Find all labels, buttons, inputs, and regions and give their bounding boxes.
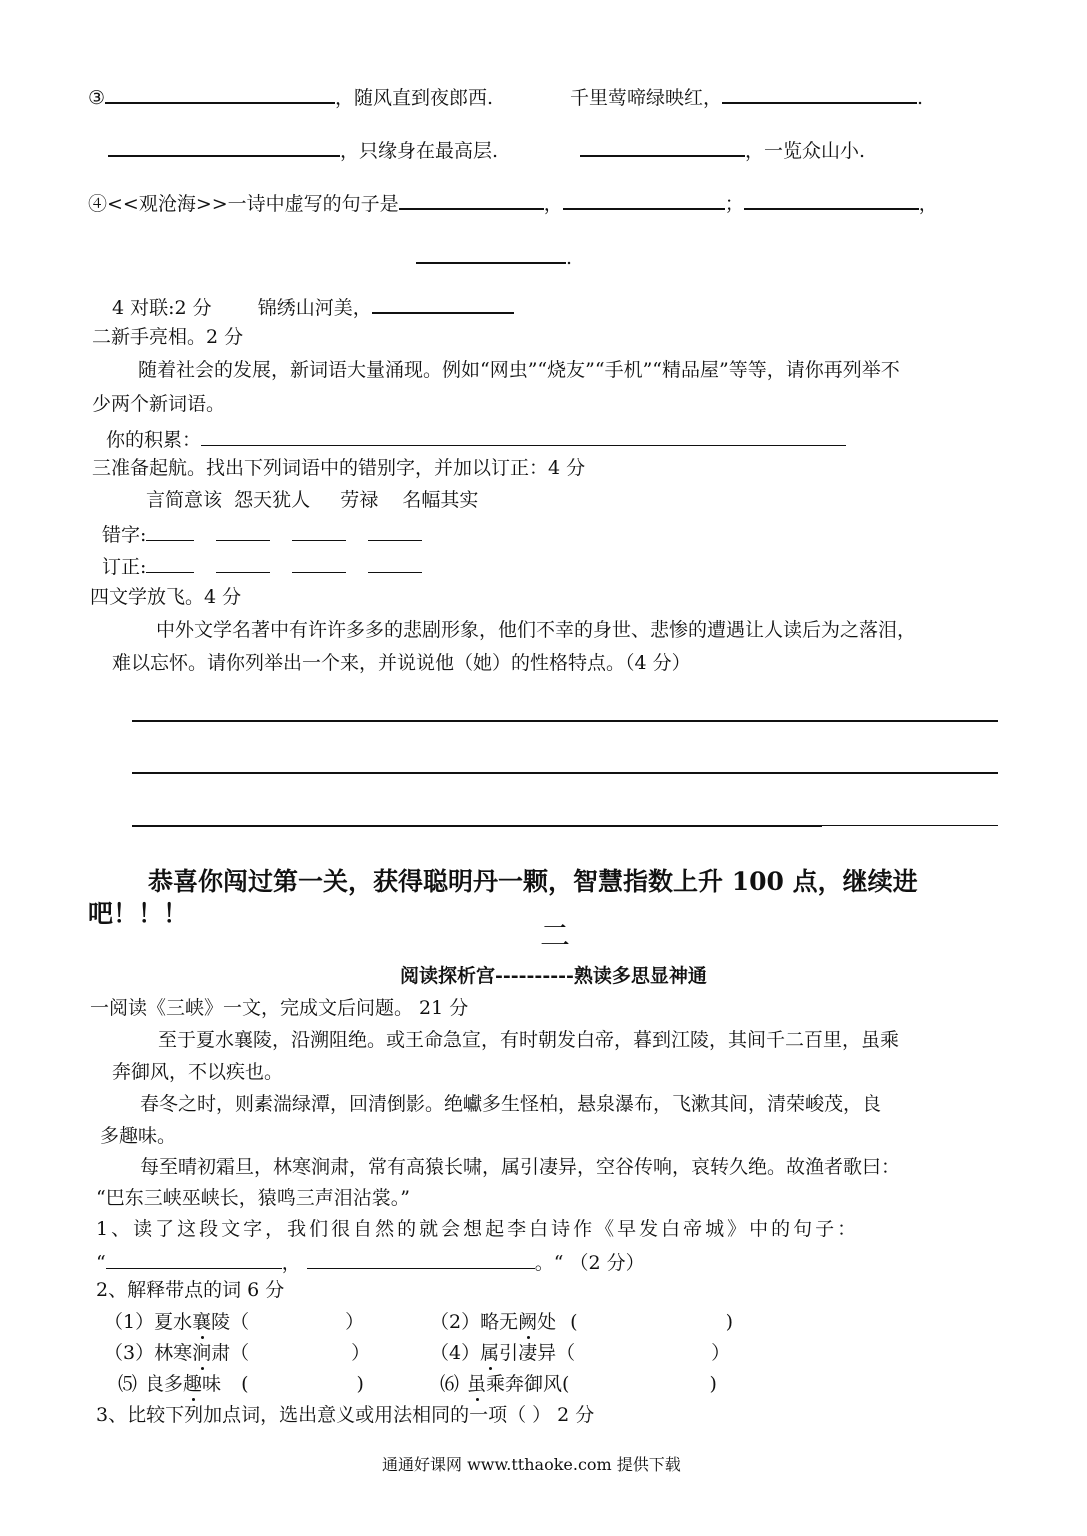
blank[interactable]: [292, 520, 346, 541]
passage-p2-line1: 春冬之时，则素湍绿潭，回清倒影。绝巘多生怪柏，悬泉瀑布，飞漱其间，清荣峻茂，良: [140, 1093, 882, 1115]
question-1-blanks: “ ， 。“ （2 分）: [96, 1248, 645, 1275]
blank[interactable]: [416, 242, 566, 264]
poem-q4-line2: .: [416, 242, 572, 270]
passage-p2-line2: 多趣味。: [100, 1125, 177, 1147]
answer-line[interactable]: [132, 825, 822, 827]
passage-p3-line1: 每至晴初霜旦，林寒涧肃，常有高猿长啸，属引凄异，空谷传响，哀转久绝。故渔者歌曰：: [140, 1156, 901, 1178]
sec2-answer: 你的积累：: [106, 425, 846, 452]
blank[interactable]: [563, 188, 725, 210]
blank[interactable]: [106, 1248, 282, 1269]
reading-intro: 一阅读《三峡》一文，完成文后问题。 21 分: [90, 997, 469, 1019]
question-3: 3、比较下列加点词，选出意义或用法相同的一项（ ） 2 分: [96, 1404, 595, 1426]
poem-q3-line1: ③ ，随风直到夜郎西.: [88, 82, 493, 110]
sec2-para-line2: 少两个新词语。: [92, 393, 226, 415]
q2-item-1: （1）夏水襄陵（ ）: [104, 1311, 365, 1333]
blank[interactable]: [216, 552, 270, 573]
answer-line-tail: [822, 825, 998, 826]
blank[interactable]: [368, 552, 422, 573]
blank[interactable]: [292, 552, 346, 573]
poem-q4-line: ④<<观沧海>>一诗中虚写的句子是 ， ； ，: [88, 188, 938, 216]
sec3-words: 言简意该 怨天犹人 劳禄 名幅其实: [146, 489, 479, 511]
congrats-line1: 恭喜你闯过第一关，获得聪明丹一颗，智慧指数上升 100 点，继续进: [148, 867, 918, 896]
poem-q3-line2b: ，一览众山小.: [580, 135, 865, 163]
blank[interactable]: [372, 292, 514, 314]
congrats-line2: 吧！！！: [88, 899, 189, 928]
answer-line[interactable]: [132, 720, 998, 722]
part-number: 二: [540, 919, 570, 954]
answer-line[interactable]: [201, 425, 846, 446]
poem-q3-line2: ，只缘身在最高层.: [108, 135, 498, 163]
sec2-title: 二新手亮相。2 分: [92, 326, 244, 348]
answer-line[interactable]: [132, 772, 998, 774]
blank[interactable]: [146, 520, 194, 541]
blank[interactable]: [722, 82, 917, 104]
blank[interactable]: [108, 135, 340, 157]
sec4-para-line2: 难以忘怀。请你列举出一个来，并说说他（她）的性格特点。（4 分）: [112, 652, 691, 674]
blank[interactable]: [216, 520, 270, 541]
q2-item-5: ⑸ 良多趣味 ( ): [118, 1373, 364, 1395]
passage-p3-line2: “巴东三峡巫峡长，猿鸣三声泪沾裳。”: [96, 1187, 410, 1209]
couplet-line: 4 对联:2 分 锦绣山河美，: [112, 292, 514, 320]
poem-q3-line1b: 千里莺啼绿映红， .: [570, 82, 923, 110]
question-2: 2、解释带点的词 6 分: [96, 1279, 285, 1301]
q2-item-2: （2）略无阙处 ( ): [430, 1311, 733, 1333]
q2-item-4: （4）属引凄异（ ）: [430, 1342, 731, 1364]
blank[interactable]: [105, 82, 335, 104]
sec3-wrong: 错字:: [102, 520, 422, 547]
sec4-para-line1: 中外文学名著中有许许多多的悲剧形象，他们不幸的身世、悲惨的遭遇让人读后为之落泪，: [156, 619, 917, 641]
blank[interactable]: [146, 552, 194, 573]
part-subtitle: 阅读探析宫----------熟读多思显神通: [400, 965, 707, 987]
blank[interactable]: [580, 135, 745, 157]
blank[interactable]: [368, 520, 422, 541]
passage-p1-line2: 奔御风，不以疾也。: [112, 1061, 284, 1083]
page-footer: 通通好课网 www.tthaoke.com 提供下载: [382, 1455, 681, 1474]
q2-item-6: ⑹ 虽乘奔御风( ): [440, 1373, 717, 1395]
sec3-title: 三准备起航。找出下列词语中的错别字，并加以订正：4 分: [92, 457, 586, 479]
q2-item-3: （3）林寒涧肃（ ）: [104, 1342, 371, 1364]
sec3-fix: 订正:: [102, 552, 422, 579]
sec2-para-line1: 随着社会的发展，新词语大量涌现。例如“网虫”“烧友”“手机”“精品屋”等等，请你再列举不: [138, 359, 900, 381]
blank[interactable]: [744, 188, 919, 210]
blank[interactable]: [307, 1248, 535, 1269]
blank[interactable]: [399, 188, 544, 210]
passage-p1-line1: 至于夏水襄陵，沿溯阻绝。或王命急宣，有时朝发白帝，暮到江陵，其间千二百里，虽乘: [158, 1029, 900, 1051]
sec4-title: 四文学放飞。4 分: [90, 586, 242, 608]
question-1: 1、读了这段文字，我们很自然的就会想起李白诗作《早发白帝城》中的句子：: [96, 1218, 860, 1240]
